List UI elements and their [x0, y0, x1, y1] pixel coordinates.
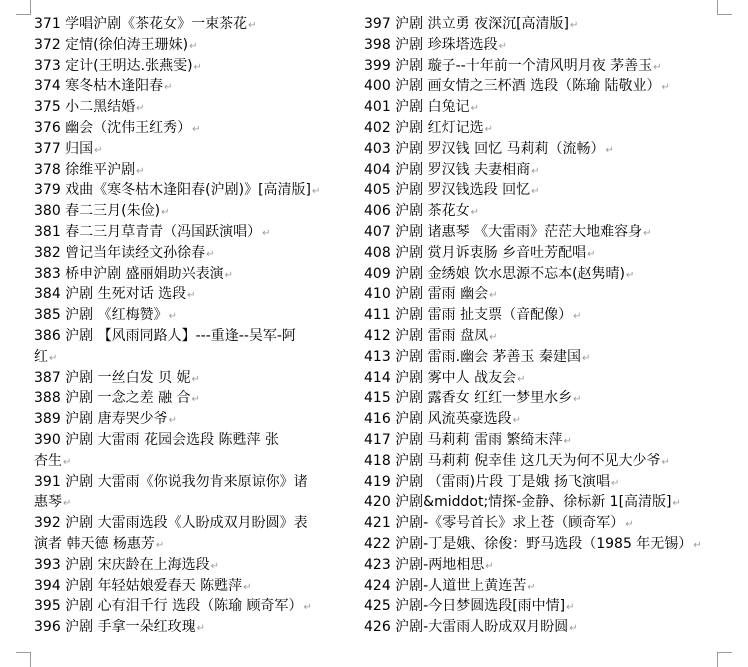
line-text: 395 沪剧 心有泪千行 选段（陈瑜 顾奇军）: [34, 598, 303, 615]
document-line: [34, 513, 352, 534]
line-text: 426 沪剧-大雷雨人盼成双月盼圆: [364, 619, 569, 636]
document-line: [34, 576, 352, 597]
document-line: [364, 222, 720, 243]
document-line: [364, 492, 720, 513]
document-line: [34, 97, 352, 118]
paragraph-mark-icon: ↵: [470, 103, 480, 115]
document-line: [34, 534, 352, 555]
document-line: [34, 139, 352, 160]
right-text-column: [364, 14, 720, 638]
paragraph-mark-icon: ↵: [161, 207, 170, 219]
paragraph-mark-icon: ↵: [566, 602, 575, 614]
paragraph-mark-icon: ↵: [164, 82, 173, 94]
paragraph-mark-icon: ↵: [512, 415, 522, 427]
paragraph-mark-icon: ↵: [517, 373, 526, 385]
document-line: [364, 617, 720, 638]
paragraph-mark-icon: ↵: [573, 311, 582, 323]
line-text: 391 沪剧 大雷雨《你说我勿肯来原谅你》诸: [34, 473, 308, 490]
line-text: 371 学唱沪剧《茶花女》一束茶花: [34, 16, 248, 32]
document-line: [34, 617, 352, 638]
document-line: [364, 409, 720, 430]
line-text: 423 沪剧-两地相思: [364, 556, 485, 573]
paragraph-mark-icon: ↵: [187, 290, 196, 302]
paragraph-mark-icon: ↵: [581, 352, 591, 364]
document-line: [364, 97, 720, 118]
document-line: [34, 160, 352, 181]
paragraph-mark-icon: ↵: [262, 227, 271, 239]
document-line: [364, 576, 720, 597]
document-line: [34, 118, 352, 139]
line-text: 378 徐维平沪剧: [34, 161, 136, 178]
paragraph-mark-icon: ↵: [570, 20, 579, 31]
line-text: 420 沪剧&middot;情探-金静、徐标新 1[高清版]: [364, 494, 672, 511]
paragraph-mark-icon: ↵: [210, 560, 220, 572]
line-text: 404 沪剧 罗汉钱 夫妻相商: [364, 161, 531, 178]
paragraph-mark-icon: ↵: [625, 519, 634, 531]
line-text: 374 寒冬枯木逢阳春: [34, 78, 164, 95]
paragraph-mark-icon: ↵: [189, 40, 198, 52]
line-text: 杏生: [34, 452, 62, 469]
paragraph-mark-icon: ↵: [49, 352, 58, 364]
line-text: 397 沪剧 洪立勇 夜深沉[高清版]: [364, 16, 569, 32]
line-text: 390 沪剧 大雷雨 花园会选段 陈甦萍 张: [34, 431, 279, 448]
paragraph-mark-icon: ↵: [661, 456, 670, 468]
paragraph-mark-icon: ↵: [563, 435, 572, 447]
document-line: [364, 430, 720, 451]
document-line: [34, 284, 352, 305]
document-line: [364, 388, 720, 409]
line-text: 396 沪剧 手拿一朵红玫瑰: [34, 619, 196, 636]
line-text: 演者 韩天德 杨惠芳: [34, 535, 155, 552]
line-text: 385 沪剧 《红梅赞》: [34, 307, 168, 324]
document-line: [364, 284, 720, 305]
paragraph-mark-icon: ↵: [196, 623, 206, 635]
line-text: 387 沪剧 一丝白发 贝 妮: [34, 369, 191, 386]
document-line: [364, 368, 720, 389]
line-text: 411 沪剧 雷雨 扯支票（音配像）: [364, 307, 573, 324]
line-text: 401 沪剧 白兔记: [364, 99, 470, 116]
document-line: [364, 139, 720, 160]
document-line: [364, 201, 720, 222]
line-text: 392 沪剧 大雷雨选段《人盼成双月盼圆》表: [34, 515, 308, 532]
paragraph-mark-icon: ↵: [206, 248, 215, 260]
document-line: [34, 492, 352, 513]
paragraph-mark-icon: ↵: [531, 186, 540, 198]
paragraph-mark-icon: ↵: [587, 248, 596, 260]
paragraph-mark-icon: ↵: [63, 456, 72, 468]
line-text: 402 沪剧 红灯记选: [364, 119, 484, 136]
line-text: 418 沪剧 马莉莉 倪幸佳 这几天为何不见大少爷: [364, 452, 661, 469]
line-text: 394 沪剧 年轻姑娘爱春天 陈甦萍: [34, 577, 243, 594]
line-text: 416 沪剧 风流英豪选段: [364, 411, 512, 428]
document-line: [34, 222, 352, 243]
document-line: [364, 451, 720, 472]
paragraph-mark-icon: ↵: [489, 290, 498, 302]
line-text: 415 沪剧 露香女 红红一梦里水乡: [364, 390, 573, 407]
line-text: 372 定情(徐伯涛王珊妹): [34, 36, 189, 53]
document-line: [364, 347, 720, 368]
document-line: [34, 14, 352, 35]
paragraph-mark-icon: ↵: [610, 477, 620, 489]
paragraph-mark-icon: ↵: [243, 581, 252, 593]
paragraph-mark-icon: ↵: [155, 539, 165, 551]
line-text: 410 沪剧 雷雨 幽会: [364, 286, 489, 303]
paragraph-mark-icon: ↵: [531, 165, 540, 177]
paragraph-mark-icon: ↵: [168, 311, 178, 323]
document-line: [34, 451, 352, 472]
document-line: [364, 56, 720, 77]
paragraph-mark-icon: ↵: [485, 560, 494, 572]
page-corner-mark-bottom-right: [717, 652, 732, 667]
line-text: 379 戏曲《寒冬枯木逢阳春(沪剧)》[高清版]: [34, 182, 312, 199]
paragraph-mark-icon: ↵: [191, 394, 200, 406]
paragraph-mark-icon: ↵: [224, 269, 234, 281]
paragraph-mark-icon: ↵: [672, 498, 681, 510]
paragraph-mark-icon: ↵: [192, 123, 201, 135]
line-text: 422 沪剧-丁是娥、徐俊：野马选段（1985 年无锡）: [364, 535, 693, 552]
line-text: 383 桥申沪剧 盛丽娟助兴表演: [34, 265, 224, 282]
paragraph-mark-icon: ↵: [626, 269, 635, 281]
paragraph-mark-icon: ↵: [248, 20, 257, 31]
document-line: [34, 472, 352, 493]
paragraph-mark-icon: ↵: [312, 186, 321, 198]
paragraph-mark-icon: ↵: [168, 415, 178, 427]
line-text: 409 沪剧 金绣娘 饮水思源不忘本(赵隽晴): [364, 265, 625, 282]
line-text: 406 沪剧 茶花女: [364, 203, 470, 220]
paragraph-mark-icon: ↵: [303, 602, 312, 614]
document-line: [364, 243, 720, 264]
paragraph-mark-icon: ↵: [643, 227, 652, 239]
document-line: [34, 596, 352, 617]
document-line: [34, 264, 352, 285]
line-text: 380 春二三月(朱俭): [34, 203, 161, 220]
document-line: [34, 430, 352, 451]
document-line: [34, 76, 352, 97]
document-line: [364, 264, 720, 285]
line-text: 403 沪剧 罗汉钱 回忆 马莉莉（流畅）: [364, 140, 605, 157]
line-text: 400 沪剧 画女情之三杯酒 选段（陈瑜 陆敬业）: [364, 78, 661, 95]
document-line: [34, 409, 352, 430]
document-line: [364, 160, 720, 181]
document-line: [364, 118, 720, 139]
paragraph-mark-icon: ↵: [573, 394, 582, 406]
page-corner-mark-bottom-left: [16, 652, 31, 667]
line-text: 398 沪剧 珍珠塔选段: [364, 36, 498, 53]
line-text: 377 归国: [34, 140, 94, 157]
document-line: [364, 326, 720, 347]
document-line: [34, 305, 352, 326]
line-text: 413 沪剧 雷雨.幽会 茅善玉 秦建国: [364, 348, 581, 365]
line-text: 412 沪剧 雷雨 盘凤: [364, 327, 489, 344]
line-text: 414 沪剧 雾中人 战友会: [364, 369, 517, 386]
line-text: 419 沪剧 （雷雨)片段 丁是娥 扬飞演唱: [364, 473, 610, 490]
paragraph-mark-icon: ↵: [661, 82, 670, 94]
document-line: [364, 76, 720, 97]
document-line: [364, 305, 720, 326]
line-text: 红: [34, 348, 48, 365]
line-text: 384 沪剧 生死对话 选段: [34, 286, 187, 303]
paragraph-mark-icon: ↵: [498, 40, 508, 52]
document-line: [34, 35, 352, 56]
line-text: 405 沪剧 罗汉钱选段 回忆: [364, 182, 531, 199]
line-text: 421 沪剧-《零号首长》求上苍（顾奇军）: [364, 515, 625, 532]
document-line: [364, 513, 720, 534]
paragraph-mark-icon: ↵: [63, 498, 72, 510]
paragraph-mark-icon: ↵: [193, 61, 202, 73]
line-text: 375 小二黑结婚: [34, 99, 136, 116]
line-text: 424 沪剧-人道世上黄连苦: [364, 577, 527, 594]
line-text: 381 春二三月草青青（冯国跃演唱）: [34, 223, 262, 240]
document-line: [34, 56, 352, 77]
line-text: 393 沪剧 宋庆龄在上海选段: [34, 556, 210, 573]
document-line: [364, 555, 720, 576]
paragraph-mark-icon: ↵: [489, 331, 498, 343]
left-text-column: [34, 14, 352, 638]
paragraph-mark-icon: ↵: [136, 165, 145, 177]
line-text: 407 沪剧 诸惠琴 《大雷雨》茫茫大地难容身: [364, 223, 643, 240]
line-text: 386 沪剧 【风雨同路人】---重逢--吴军-阿: [34, 327, 296, 344]
line-text: 376 幽会（沈伟王红秀）: [34, 119, 192, 136]
document-line: [34, 368, 352, 389]
paragraph-mark-icon: ↵: [693, 539, 702, 551]
line-text: 373 定计(王明达.张燕雯): [34, 57, 193, 74]
document-line: [364, 180, 720, 201]
line-text: 388 沪剧 一念之差 融 合: [34, 390, 191, 407]
document-line: [364, 35, 720, 56]
line-text: 惠琴: [34, 494, 62, 511]
document-line: [364, 472, 720, 493]
line-text: 389 沪剧 唐寿哭少爷: [34, 411, 168, 428]
paragraph-mark-icon: ↵: [527, 581, 536, 593]
document-line: [34, 180, 352, 201]
paragraph-mark-icon: ↵: [94, 144, 103, 156]
line-text: 425 沪剧-今日梦圆选段[雨中情]: [364, 598, 566, 615]
line-text: 382 曾记当年读经文孙徐春: [34, 244, 206, 261]
document-line: [34, 243, 352, 264]
document-line: [34, 201, 352, 222]
line-text: 408 沪剧 赏月诉衷肠 乡音吐芳配唱: [364, 244, 587, 261]
line-text: 417 沪剧 马莉莉 雷雨 繁绮末萍: [364, 431, 563, 448]
document-line: [34, 555, 352, 576]
paragraph-mark-icon: ↵: [470, 207, 480, 219]
paragraph-mark-icon: ↵: [653, 61, 662, 73]
document-line: [34, 326, 352, 347]
document-line: [364, 14, 720, 35]
line-text: 399 沪剧 璇子--十年前一个清风明月夜 茅善玉: [364, 57, 653, 74]
document-line: [34, 388, 352, 409]
document-line: [34, 347, 352, 368]
paragraph-mark-icon: ↵: [191, 373, 200, 385]
paragraph-mark-icon: ↵: [605, 144, 614, 156]
paragraph-mark-icon: ↵: [484, 123, 494, 135]
page-corner-mark-top-left: [16, 0, 31, 15]
paragraph-mark-icon: ↵: [136, 103, 145, 115]
page-corner-mark-top-right: [717, 0, 732, 15]
paragraph-mark-icon: ↵: [569, 623, 578, 635]
document-line: [364, 534, 720, 555]
document-line: [364, 596, 720, 617]
